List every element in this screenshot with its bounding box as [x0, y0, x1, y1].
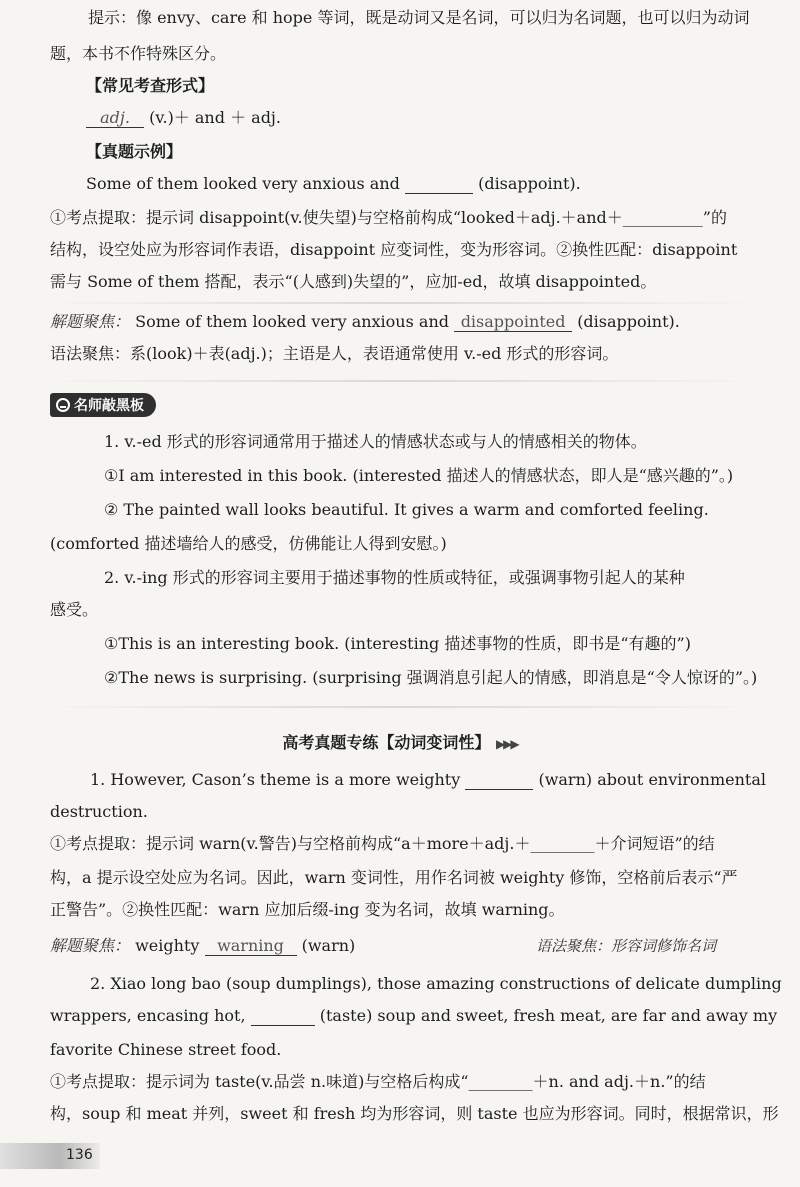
form-rest: (v.)＋ and ＋ adj.	[149, 108, 281, 127]
tip-example-2-note: (comforted 描述墙给人的感受，仿佛能让人得到安慰。)	[50, 534, 447, 553]
tip-point-2: 2. v.-ing 形式的形容词主要用于描述事物的性质或特征，或强调事物引起人的某种	[104, 568, 685, 587]
q1-solution	[50, 934, 355, 958]
q2-text-b2: (taste) soup and sweet, fresh meat, are far and away my	[319, 1006, 778, 1025]
solution-text-b: (disappoint).	[577, 312, 680, 331]
section-title-text: 高考真题专练【动词变词性】	[282, 733, 491, 752]
question-1-cont: destruction.	[50, 802, 148, 821]
page-number-tab	[0, 1143, 100, 1169]
q2-blank	[251, 1007, 315, 1026]
solution-answer: disappointed	[454, 313, 572, 332]
q1-text-b: (warn) about environmental	[538, 770, 766, 789]
analysis-line-1: ①考点提取：提示词 disappoint(v.使失望)与空格前构成“looked＋adj.＋and＋__________”的	[50, 208, 727, 227]
tip-line-2: 题，本书不作特殊区分。	[50, 44, 227, 63]
divider	[40, 302, 760, 304]
tip-example-4: ②The news is surprising. (surprising 强调消息引起人的情感，即消息是“令人惊讶的”。)	[104, 668, 758, 687]
analysis-line-2: 结构，设空处应为形容词作表语，disappoint 应变词性，变为形容词。②换性匹配：disappoint	[50, 240, 738, 259]
example-text-b: (disappoint).	[478, 174, 581, 193]
tip-example-2: ② The painted wall looks beautiful. It gives a warm and comforted feeling.	[104, 500, 709, 519]
tip-point-1: 1. v.-ed 形式的形容词通常用于描述人的情感状态或与人的情感相关的物体。	[104, 432, 647, 451]
section-title	[0, 730, 800, 753]
form-line	[86, 106, 281, 130]
q1-solution-label: 解题聚焦：	[50, 936, 131, 955]
q2-text-b1: wrappers, encasing hot,	[50, 1006, 246, 1025]
q1-blank	[465, 771, 533, 790]
heading-common-forms: 【常见考查形式】	[86, 76, 215, 95]
q1-answer: warning	[205, 937, 297, 956]
q1-solution-hint: (warn)	[301, 936, 356, 955]
question-1	[90, 768, 766, 792]
form-blank: adj.	[86, 109, 144, 128]
arrows-icon: ▶▶▶	[495, 737, 518, 751]
tip-line-1: 提示：像 envy、care 和 hope 等词，既是动词又是名词，可以归为名词题，也可以归为动词	[88, 8, 750, 27]
solution-text-a: Some of them looked very anxious and	[135, 312, 449, 331]
q1-analysis-3: 正警告”。②换性匹配：warn 应加后缀-ing 变为名词，故填 warning。	[50, 900, 565, 919]
q2-analysis-1: ①考点提取：提示词为 taste(v.品尝 n.味道)与空格后构成“________＋n. and adj.＋n.”的结	[50, 1072, 706, 1091]
q1-analysis-1: ①考点提取：提示词 warn(v.警告)与空格前构成“a＋more＋adj.＋________＋介词短语”的结	[50, 834, 715, 853]
question-2-end: favorite Chinese street food.	[50, 1040, 282, 1059]
heading-real-example: 【真题示例】	[86, 142, 183, 161]
question-2-cont	[50, 1004, 777, 1028]
example-text-a: Some of them looked very anxious and	[86, 174, 400, 193]
question-2: 2. Xiao long bao (soup dumplings), those amazing constructions of delicate dumpling	[90, 974, 782, 993]
q1-analysis-2: 构，a 提示设空处应为名词。因此，warn 变词性，用作名词被 weighty 修饰，空格前后表示“严	[50, 868, 738, 887]
q1-grammar-focus: 语法聚焦：形容词修饰名词	[536, 937, 717, 955]
divider	[40, 380, 760, 382]
tip-example-1: ①I am interested in this book. (interested 描述人的情感状态，即人是“感兴趣的”。)	[104, 466, 734, 485]
page-number: 136	[66, 1147, 93, 1163]
teacher-tip-badge	[50, 393, 156, 417]
q2-analysis-2: 构，soup 和 meat 并列，sweet 和 fresh 均为形容词，则 taste 也应为形容词。同时，根据常识，形	[50, 1104, 779, 1123]
tip-point-2-cont: 感受。	[50, 600, 99, 619]
example-sentence	[86, 172, 581, 196]
analysis-line-3: 需与 Some of them 搭配，表示“(人感到)失望的”，应加-ed，故填 disappointed。	[50, 272, 657, 291]
smile-icon	[56, 398, 70, 412]
example-blank	[405, 175, 473, 194]
badge-label: 名师敲黑板	[74, 398, 144, 414]
q1-solution-text: weighty	[135, 936, 200, 955]
q1-text-a: 1. However, Cason’s theme is a more weighty	[90, 770, 461, 789]
solution-focus	[50, 310, 680, 334]
solution-label: 解题聚焦：	[50, 312, 131, 331]
grammar-focus: 语法聚焦：系(look)＋表(adj.)；主语是人，表语通常使用 v.-ed 形式的形容词。	[50, 344, 619, 363]
tip-example-3: ①This is an interesting book. (interesting 描述事物的性质，即书是“有趣的”)	[104, 634, 691, 653]
divider	[40, 706, 760, 708]
